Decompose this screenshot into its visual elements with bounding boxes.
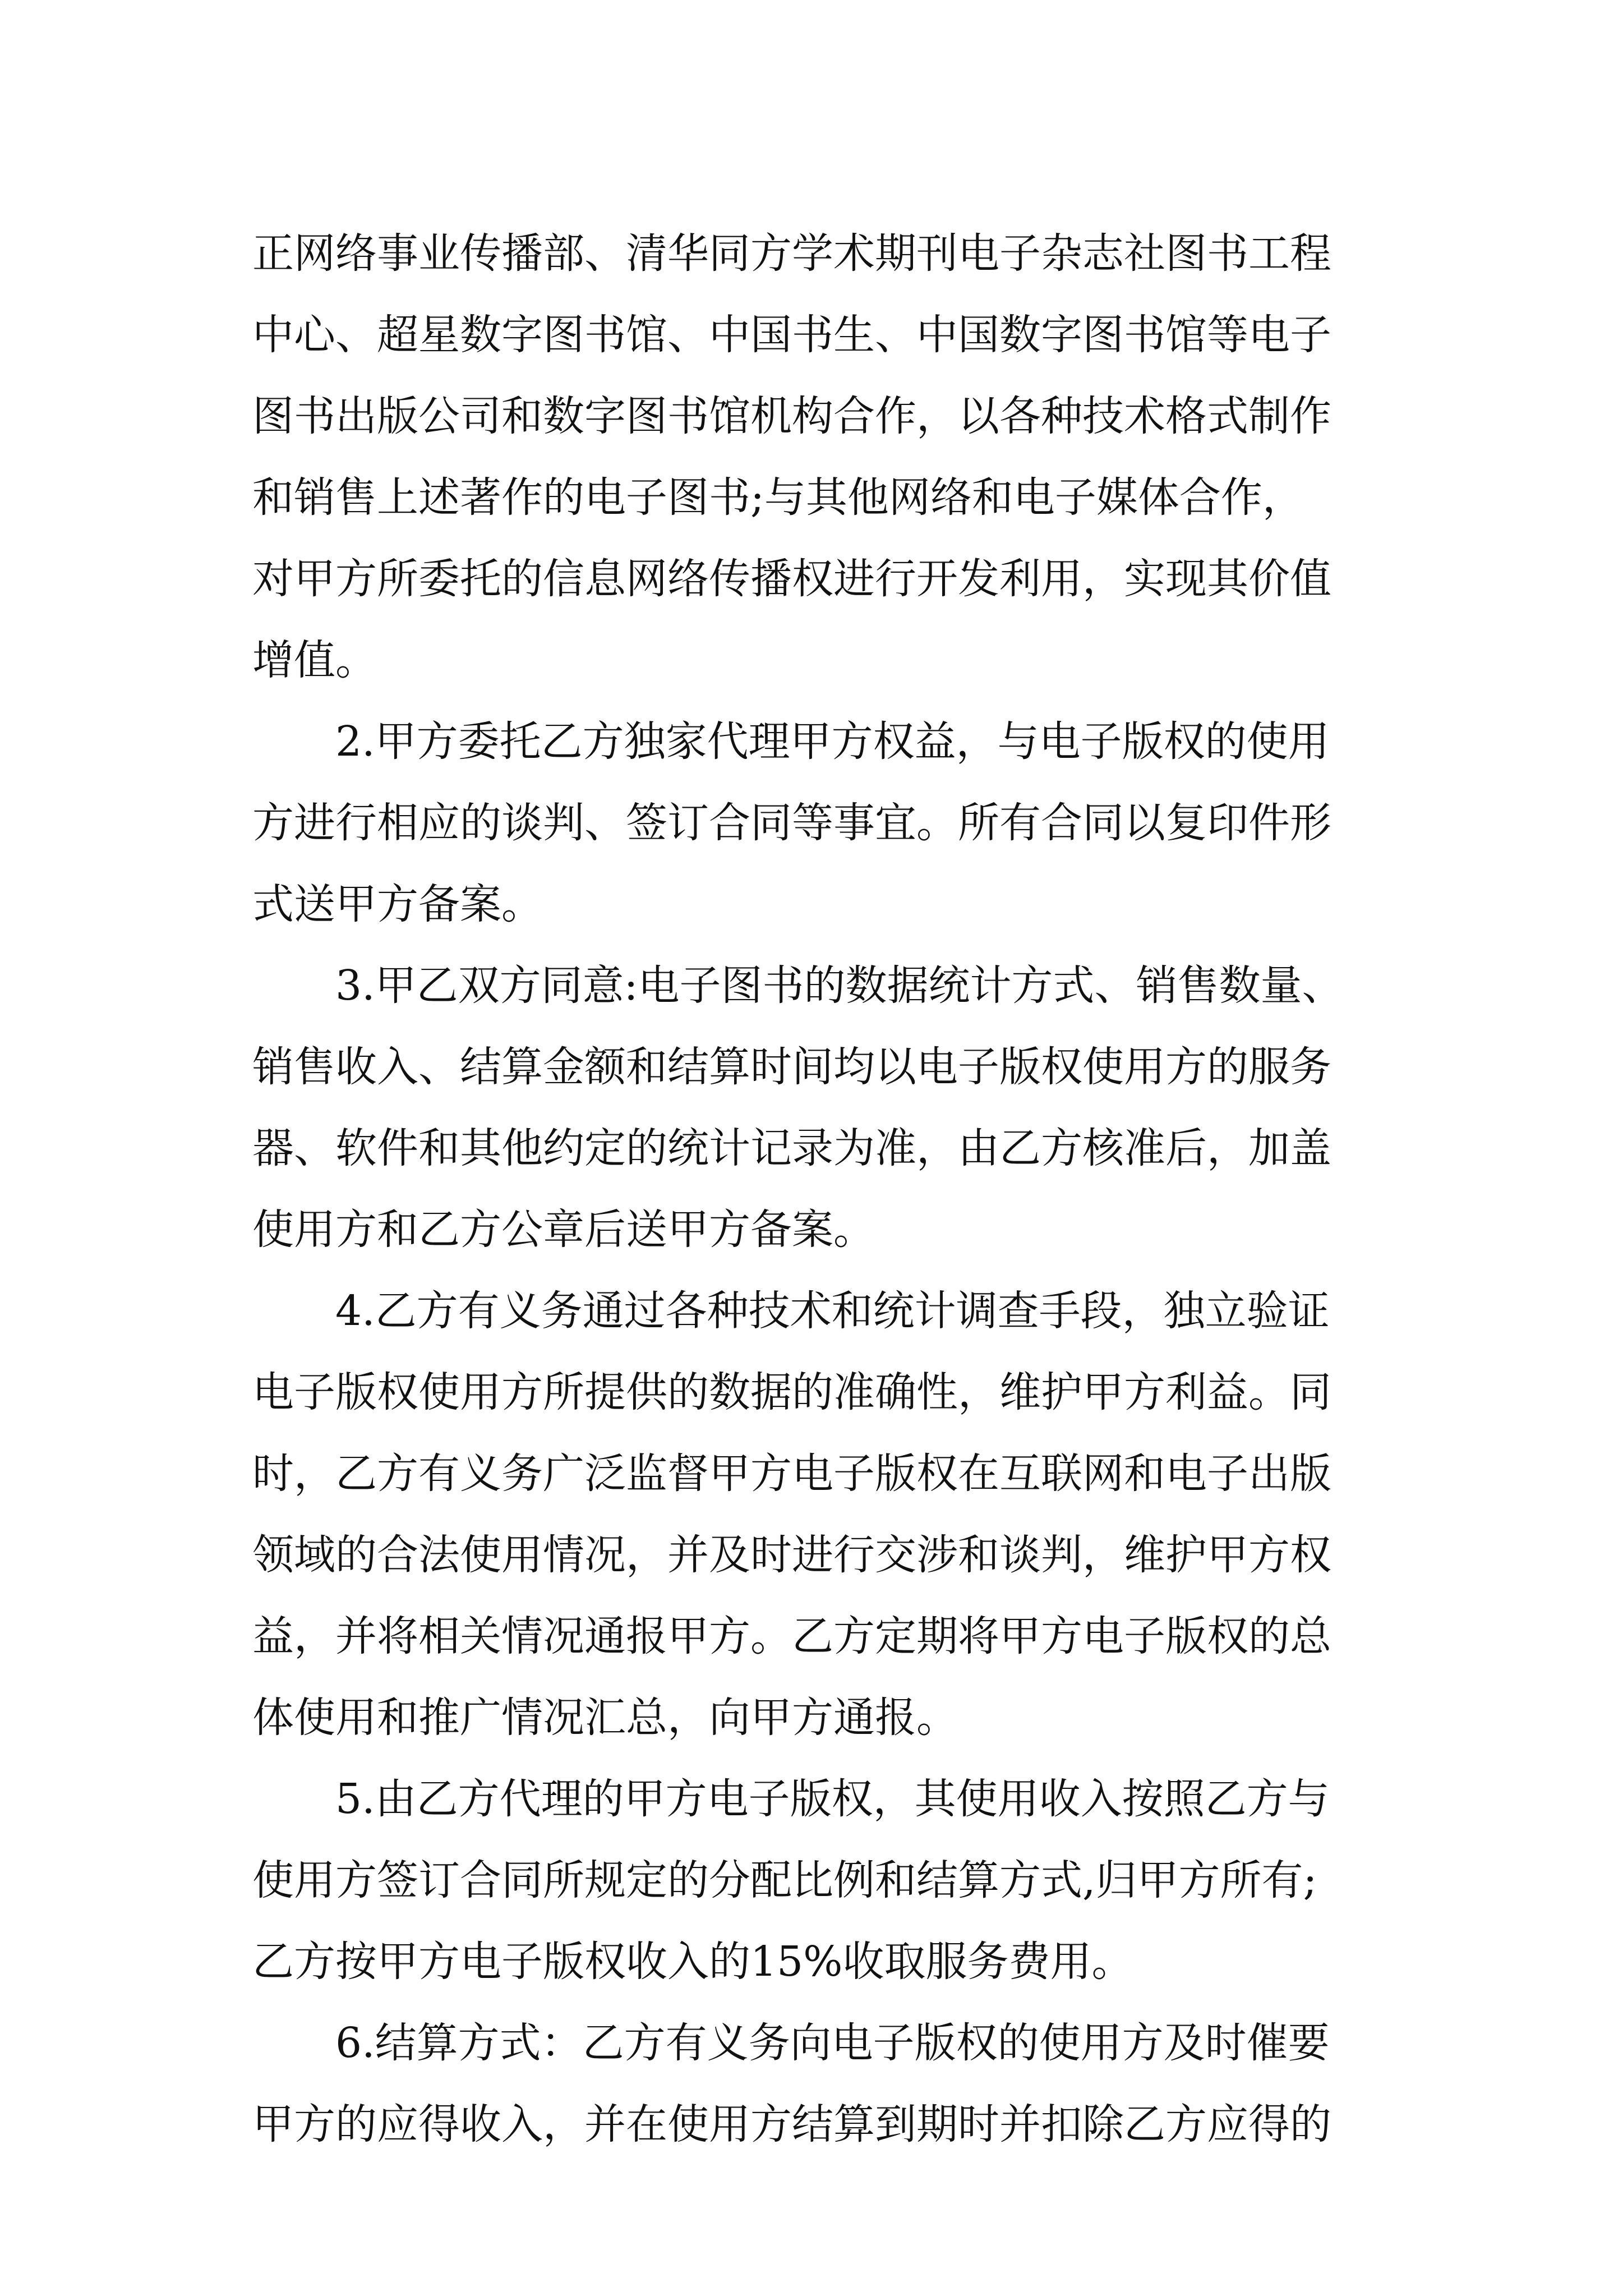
paragraph-line: 正网络事业传播部、清华同方学术期刊电子杂志社图书工程 (252, 229, 1331, 278)
paragraph-line: 体使用和推广情况汇总，向甲方通报。 (252, 1694, 958, 1742)
paragraph-line: 3.甲乙双方同意:电子图书的数据统计方式、销售数量、 (335, 961, 1344, 1010)
paragraph-line: 益，并将相关情况通报甲方。乙方定期将甲方电子版权的总 (252, 1612, 1331, 1660)
paragraph-line: 使用方和乙方公章后送甲方备案。 (252, 1205, 875, 1254)
paragraph-line: 使用方签订合同所规定的分配比例和结算方式,归甲方所有; (252, 1856, 1317, 1904)
paragraph-line: 6.结算方式：乙方有义务向电子版权的使用方及时催要 (335, 2019, 1330, 2067)
paragraph-line: 2.甲方委托乙方独家代理甲方权益，与电子版权的使用 (335, 717, 1330, 766)
paragraph-6 (252, 2003, 1391, 2165)
paragraph-5 (252, 1759, 1391, 2003)
paragraph-line: 增值。 (252, 636, 377, 684)
paragraph-line: 甲方的应得收入，并在使用方结算到期时并扣除乙方应得的 (252, 2100, 1331, 2148)
paragraph-1 (252, 213, 1391, 701)
paragraph-line: 图书出版公司和数字图书馆机构合作，以各种技术格式制作 (252, 392, 1331, 440)
paragraph-line: 领域的合法使用情况，并及时进行交涉和谈判，维护甲方权 (252, 1531, 1331, 1579)
paragraph-line: 销售收入、结算金额和结算时间均以电子版权使用方的服务 (252, 1043, 1331, 1091)
document-body (252, 213, 1391, 2165)
paragraph-line: 方进行相应的谈判、签订合同等事宜。所有合同以复印件形 (252, 799, 1331, 847)
paragraph-line: 中心、超星数字图书馆、中国书生、中国数字图书馆等电子 (252, 311, 1331, 359)
paragraph-line: 5.由乙方代理的甲方电子版权，其使用收入按照乙方与 (335, 1775, 1330, 1823)
paragraph-4 (252, 1271, 1391, 1759)
paragraph-line: 4.乙方有义务通过各种技术和统计调查手段，独立验证 (335, 1287, 1330, 1335)
paragraph-3 (252, 945, 1391, 1271)
paragraph-line: 器、软件和其他约定的统计记录为准，由乙方核准后，加盖 (252, 1124, 1331, 1172)
paragraph-line: 时，乙方有义务广泛监督甲方电子版权在互联网和电子出版 (252, 1450, 1331, 1498)
paragraph-line: 对甲方所委托的信息网络传播权进行开发利用，实现其价值 (252, 555, 1331, 603)
paragraph-line: 电子版权使用方所提供的数据的准确性，维护甲方利益。同 (252, 1368, 1331, 1416)
paragraph-line: 乙方按甲方电子版权收入的15%收取服务费用。 (252, 1938, 1133, 1986)
paragraph-line: 和销售上述著作的电子图书;与其他网络和电子媒体合作， (252, 473, 1304, 522)
paragraph-2 (252, 701, 1391, 945)
paragraph-line: 式送甲方备案。 (252, 880, 543, 928)
